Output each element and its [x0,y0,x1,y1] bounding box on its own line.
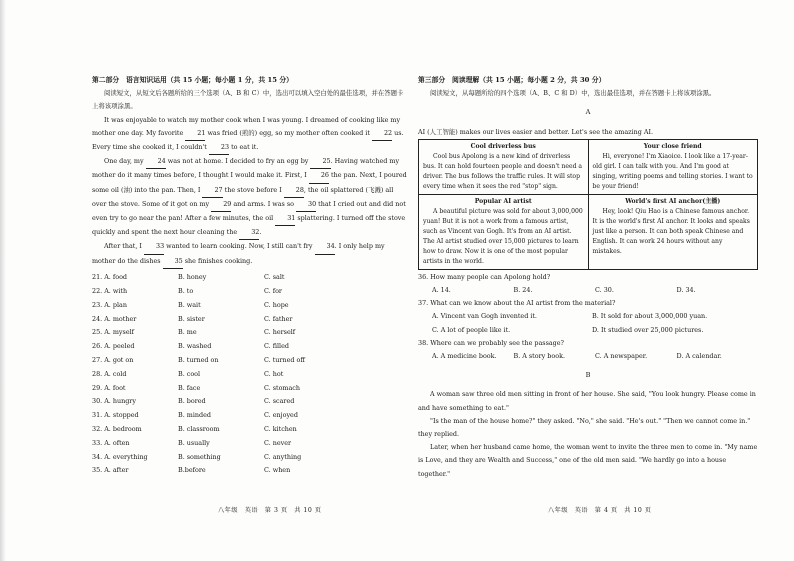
cloze-text: wanted to learn cooking. Now, I still can't fry [164,242,315,251]
option-choice: B. sister [178,314,205,323]
part-b-label: B [585,371,591,380]
option-choice: 32. A. bedroom [92,424,142,433]
option-choice: B.before [178,466,206,475]
option-choice: B. washed [178,342,212,351]
cell-text: A beautiful picture was sold for about 3,000,000 yuan! But it is not a work from a famous artist, such as Vincent van Gogh. It's from an AI artist. The AI artist studied over 15,000 pictures to learn how to draw. Now it is one of the most popular artists in the world. [423,207,583,265]
section-3-title: 第三部分 阅读理解（共 15 小题；每小题 2 分，共 30 分） [418,76,606,84]
part-b-paragraph-3: Later, when her husband came home, the woman went to invite the three men to come in. "My name is Love, and they are Wealth and Success," one of the old men said. "We hardly go into a house together." [418,443,758,478]
option-row [92,423,408,437]
option-choice: B. bored [178,397,206,406]
option-choice: C. turned off [264,355,305,364]
option-choice: 23. A. plan [92,300,127,309]
option-choice: 30. A. hungry [92,397,136,406]
answer-choice: C. A lot of people like it. [432,325,511,334]
cell-close-friend [588,139,758,194]
option-choice: 26. A. peeled [92,342,135,351]
cloze-text: she finishes cooking. [182,256,253,265]
option-choice: 31. A. stopped [92,411,139,420]
answer-choice: A. 14. [432,286,451,295]
blank-34: 34 [315,240,335,254]
option-choice: C. for [264,286,282,295]
blank-25: 25 [310,155,330,169]
option-row [92,312,408,326]
cell-ai-anchor [588,194,758,269]
blank-35: 35 [163,255,183,269]
cloze-text: , the oil splattered (飞溅) all over the stove. Some of it got on my [92,185,394,208]
option-row [92,298,408,312]
blank-32: 32 [239,226,259,240]
footer-page-4: 八年级 英语 第 4 页 共 10 页 [548,507,652,514]
cloze-text: was fried (煎的) egg, so my mother often cooked it [205,128,372,137]
scan-shadow [0,0,6,561]
cell-text: Hi, everyone! I'm Xiaoice. I look like a 17-year-old girl. I can talk with you. And I'm good at singing, writing poems and telling stories. I want to be your friend! [592,152,753,190]
option-row [92,450,408,464]
cloze-text: the pan. Next, I poured some oil (油) into the pan. Then, I [92,171,407,194]
blank-33: 33 [144,240,164,254]
answer-choice: C. A newspaper. [595,352,648,361]
option-row [92,354,408,368]
option-choice: B. honey [178,273,207,282]
blank-21: 21 [185,127,205,141]
option-choice: C. kitchen [264,424,297,433]
option-row [92,464,408,478]
answer-choice: D. A calendar. [676,352,722,361]
option-row [92,395,408,409]
question-options [418,350,758,363]
option-row [92,409,408,423]
section-2-instructions: 阅读短文，从短文后各题所给的三个选项（A、B 和 C）中，选出可以填入空白处的最佳选项，并在答题卡上将该项涂黑。 [92,89,404,111]
cloze-options [92,271,408,478]
part-b-paragraph-1: A woman saw three old men sitting in front of her house. She said, "You look hungry. Please come in and have something to eat." [418,390,756,412]
part-a-intro: AI (人工智能) makes our lives easier and better. Let's see the amazing AI. [418,127,653,136]
cell-title: World's first AI anchor(主播) [625,197,721,205]
answer-choice: A. A medicine book. [432,352,497,361]
answer-choice: D. 34. [676,286,696,295]
section-3-instructions: 阅读短文，从每题所给的四个选项（A、B、C 和 D）中，选出最佳选项，并在答题卡上将该项涂黑。 [430,89,716,98]
section-2-title: 第二部分 语言知识运用（共 15 小题；每小题 1 分，共 15 分） [92,76,293,84]
option-choice: B. usually [178,438,210,447]
option-choice: B. me [178,328,197,337]
cloze-paragraph-1 [92,114,408,156]
option-choice: 33. A. often [92,438,130,447]
blank-31: 31 [275,212,295,226]
cell-title: Cool driverless bus [470,142,536,150]
blank-27: 27 [202,184,222,198]
cloze-text: was not at home. I decided to fry an egg by [165,157,311,166]
option-choice: C. father [264,314,293,323]
option-choice: B. to [178,286,194,295]
answer-choice: B. A story book. [513,352,565,361]
question-stem: 38. Where can we probably see the passage? [418,338,564,347]
cell-ai-artist [419,194,589,269]
option-choice: B. face [178,383,201,392]
option-choice: 34. A. everything [92,452,148,461]
option-choice: 28. A. cold [92,369,127,378]
cloze-text: that I cried out and did not even try to go near the pan! After a few minutes, the oil [92,199,406,223]
cloze-text: . Having watched my mother do it many times before, I thought I would make it. First, I [92,157,400,180]
page-4 [418,74,758,481]
option-choice: B. minded [178,411,211,420]
blank-26: 26 [309,169,329,183]
cell-title: Popular AI artist [474,197,532,205]
option-choice: 25. A. myself [92,328,135,337]
cloze-text: and arms. I was so [231,199,296,208]
option-choice: 35. A. after [92,466,129,475]
cell-title: Your close friend [643,142,702,150]
option-row [92,271,408,285]
question-options [418,310,758,323]
question-options [418,284,758,297]
answer-choice: B. 24. [513,286,533,295]
answer-choice: A. Vincent van Gogh invented it. [432,312,537,321]
questions-a [418,271,758,363]
page-3 [92,74,408,478]
cell-text: Hey, look! Qiu Hao is a Chinese famous anchor. It is the world's first AI anchor. It looks and speaks just like a person. It can both speak Chinese and English. It can work 24 hours without any mistakes. [592,207,750,255]
option-choice: 27. A. got on [92,355,134,364]
option-choice: C. herself [264,328,296,337]
cloze-text: splattering. I turned off the stove quickly and spent the next hour cleaning the [92,214,406,237]
option-choice: 29. A. foot [92,383,126,392]
cloze-text: One day, my [104,157,146,166]
question-stem: 37. What can we know about the AI artist from the material? [418,299,616,308]
option-row [92,340,408,354]
option-choice: B. cool [178,369,201,378]
option-choice: B. wait [178,300,201,309]
cloze-paragraph-2 [92,155,408,240]
option-row [92,381,408,395]
ai-table [418,139,758,270]
footer-page-3: 八年级 英语 第 3 页 共 10 页 [218,507,322,514]
option-row [92,285,408,299]
cloze-text: the stove before I [222,185,284,194]
cloze-text: It was enjoyable to watch my mother cook when I was young. I dreamed of cooking like my mother one day. My favorite [92,115,401,137]
option-choice: C. when [264,466,291,475]
question-stem: 36. How many people can Apolong hold? [418,272,551,281]
option-choice: 22. A. with [92,286,128,295]
cell-text: Cool bus Apolong is a new kind of driverless bus. It can hold fourteen people and doesn't need a driver. The bus follows the traffic rules. It will stop every time when it sees the red "stop" sign. [423,152,583,190]
option-choice: 24. A. mother [92,314,137,323]
question-options [418,324,758,337]
cloze-text: to eat it. [229,143,259,152]
answer-choice: C. 30. [595,286,614,295]
cloze-paragraph-3 [92,240,408,268]
blank-24: 24 [146,155,166,169]
option-choice: C. stomach [264,383,300,392]
option-choice: C. scared [264,397,295,406]
option-row [92,326,408,340]
option-choice: C. never [264,438,292,447]
option-row [92,367,408,381]
cloze-text: . [259,228,262,237]
blank-30: 30 [296,198,316,212]
option-choice: C. filled [264,342,289,351]
blank-28: 28 [284,184,304,198]
option-choice: B. classroom [178,424,220,433]
option-choice: C. anything [264,452,302,461]
option-choice: B. something [178,452,221,461]
part-a-label: A [585,108,591,117]
option-choice: B. turned on [178,355,219,364]
option-choice: C. salt [264,273,285,282]
blank-23: 23 [209,141,229,155]
option-choice: C. enjoyed [264,411,298,420]
cloze-text: . I only help my mother do the dishes [92,242,385,265]
answer-choice: D. It studied over 25,000 pictures. [592,325,704,334]
option-choice: 21. A. food [92,273,128,282]
option-choice: C. hot [264,369,284,378]
cell-driverless-bus [419,139,589,194]
cloze-text: us. Every time she cooked it, I couldn't [92,128,404,152]
part-b-paragraph-2: "Is the man of the house home?" they asked. "No," she said. "He's out." "Then we cannot come in." they replied. [418,416,751,439]
answer-choice: B. It sold for about 3,000,000 yuan. [592,312,708,321]
option-choice: C. hope [264,300,289,309]
blank-29: 29 [211,198,231,212]
cloze-text: After that, I [104,242,144,251]
blank-22: 22 [372,127,392,141]
option-row [92,436,408,450]
